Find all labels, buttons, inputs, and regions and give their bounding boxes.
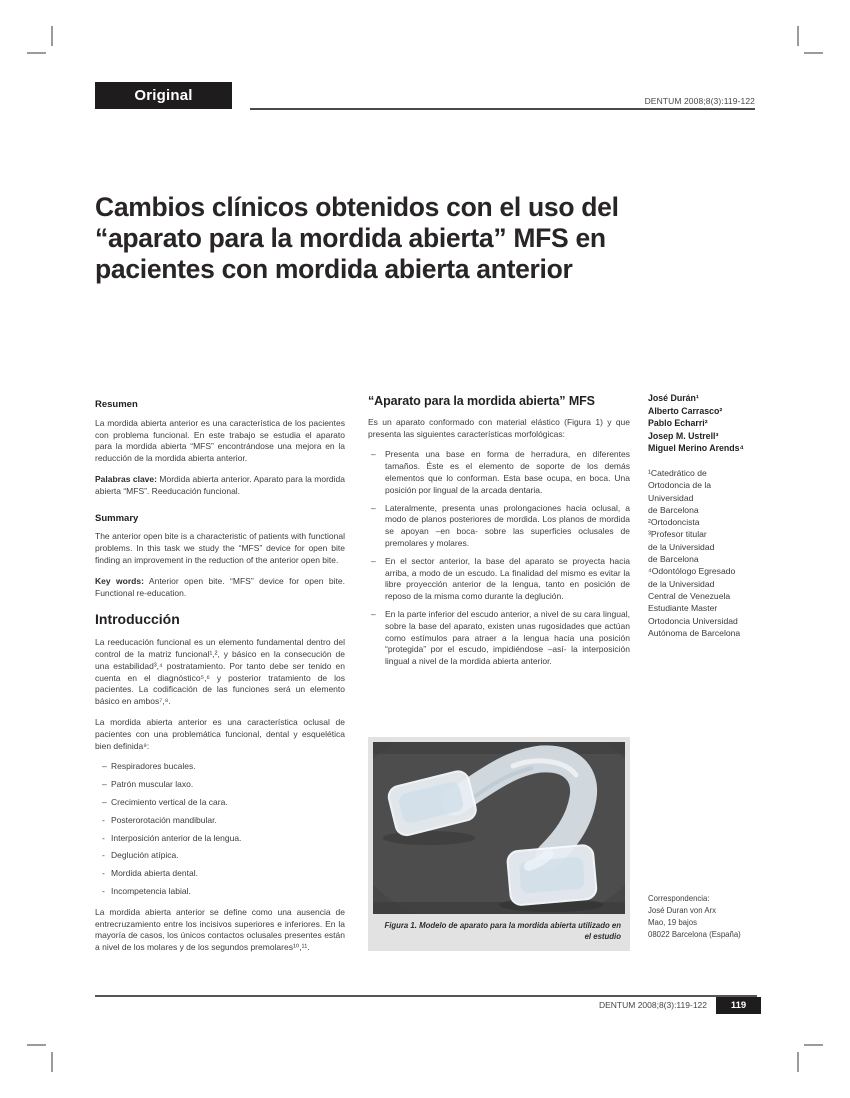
affiliation-line: de la Universidad	[648, 541, 715, 552]
author-name: Miguel Merino Arends⁴	[648, 443, 744, 454]
summary-heading: Summary	[95, 512, 139, 524]
resumen-keywords	[95, 474, 345, 498]
list-item-text: Deglución atípica.	[111, 850, 179, 861]
mfs-section-heading: “Aparato para la mordida abierta” MFS	[368, 394, 595, 408]
list-item	[95, 850, 345, 862]
footer-divider	[95, 995, 757, 997]
author-name: Josep M. Ustrell³	[648, 430, 719, 441]
journal-reference-header: DENTUM 2008;8(3):119-122	[644, 96, 755, 106]
list-item	[95, 797, 345, 809]
list-item	[95, 868, 345, 880]
list-item	[95, 833, 345, 845]
figure-caption: Figura 1. Modelo de aparato para la mordida abierta utilizado en el estudio	[384, 921, 621, 941]
resumen-body: La mordida abierta anterior es una característica de los pacientes con problema funcional. En este trabajo se estudia el aparato para la mordida abierta “MFS” encontrándose una mejora en la reducción de la mordida abierta anterior.	[95, 417, 345, 464]
list-marker: -	[102, 885, 105, 896]
crop-mark	[804, 52, 823, 54]
keywords-text: Mordida abierta anterior. Aparato para la mordida abierta “MFS”. Reeducación funcional.	[95, 473, 345, 496]
article-title-line: “aparato para la mordida abierta” MFS en	[95, 223, 606, 253]
correspondence-line: Correspondencia:	[648, 894, 710, 903]
middle-column	[368, 396, 630, 677]
list-marker: –	[102, 779, 107, 790]
page-number-box	[716, 997, 761, 1014]
introduction-paragraph: La mordida abierta anterior es una característica oclusal de pacientes con una problemática funcional, dental y esquelética bien definida⁹:	[95, 716, 345, 751]
author-name: Alberto Carrasco²	[648, 405, 723, 416]
appliance-photo	[373, 742, 625, 914]
mfs-intro: Es un aparato conformado con material elástico (Figura 1) y que presenta las siguientes características morfológicas:	[368, 416, 630, 439]
crop-mark	[27, 1044, 46, 1046]
list-marker: –	[371, 555, 376, 566]
list-item-text: Presenta una base en forma de herradura, en diferentes tamaños. Éste es el elemento de soporte de los demás elementos que lo conforman. Esta base ocupa, en boca. Una posición por lingual de la arcada dentaria.	[385, 449, 630, 495]
crop-mark	[804, 1044, 823, 1046]
list-item-text: Respiradores bucales.	[111, 761, 196, 772]
correspondence-line: 08022 Barcelona (España)	[648, 930, 741, 939]
list-item	[95, 815, 345, 827]
crop-mark	[51, 1052, 53, 1072]
correspondence-block	[648, 893, 768, 941]
article-title-line: pacientes con mordida abierta anterior	[95, 254, 573, 284]
list-marker: -	[102, 832, 105, 843]
affiliation-line: de Barcelona	[648, 554, 699, 565]
list-item-text: Interposición anterior de la lengua.	[111, 832, 242, 843]
list-item	[368, 503, 630, 550]
list-item	[368, 449, 630, 496]
section-label: Original	[134, 87, 193, 104]
list-item-text: Mordida abierta dental.	[111, 868, 198, 879]
resumen-heading: Resumen	[95, 399, 138, 410]
list-marker: –	[371, 449, 376, 460]
list-marker: –	[102, 761, 107, 772]
list-marker: –	[371, 502, 376, 513]
crop-mark	[27, 52, 46, 54]
list-item-text: En el sector anterior, la base del aparato se proyecta hacia arriba, a modo de un escudo. La finalidad del mismo es evitar la libre proyección anterior de la lengua, tanto en posición de reposo de la misma como durante la deglución.	[385, 555, 630, 602]
summary-body: The anterior open bite is a characteristic of patients with functional problems. In this task we study the “MFS” device for open bite finding an improvement in the reduction of the anterior open bite.	[95, 531, 345, 565]
affiliation-list	[648, 467, 760, 639]
list-item-text: En la parte inferior del escudo anterior, a nivel de su cara lingual, sobre la base del aparato, existen unas rugosidades que actúan como estímulos para atraer a la lengua hacia una posición “protegida” por el escudo, impidiéndose –así- la interposición lingual a nivel de la mordida abierta anterior.	[385, 608, 630, 667]
affiliation-line: ⁴Odontólogo Egresado	[648, 566, 736, 577]
article-title-line: Cambios clínicos obtenidos con el uso del	[95, 192, 619, 222]
crop-mark	[797, 1052, 799, 1072]
author-name: Pablo Echarri²	[648, 418, 708, 429]
affiliation-line: Ortodoncia de la	[648, 480, 712, 491]
affiliation-line: Estudiante Master	[648, 603, 718, 614]
keywords-label: Palabras clave:	[95, 473, 157, 484]
introduction-paragraph: La mordida abierta anterior se define como una ausencia de entrecruzamiento entre los incisivos superiores e inferiores. En la mayoría de casos, los únicos contactos oclusales presentes están a nivel de los molares y de los segundos premolares¹⁰,¹¹.	[95, 906, 345, 953]
keywords-text: Anterior open bite. “MFS” device for open bite. Functional re-education.	[95, 575, 345, 598]
list-item	[95, 779, 345, 791]
list-item-text: Posterorotación mandibular.	[111, 814, 217, 825]
author-name: José Durán¹	[648, 393, 699, 403]
correspondence-line: Mao, 19 bajos	[648, 918, 697, 927]
article-title	[95, 192, 735, 285]
list-marker: -	[102, 850, 105, 861]
figure-1	[368, 737, 630, 951]
correspondence-line: José Duran von Arx	[648, 906, 717, 915]
page-number: 119	[730, 1000, 747, 1011]
introduction-heading: Introducción	[95, 611, 180, 628]
header-divider	[250, 108, 755, 110]
introduction-paragraph: La reeducación funcional es un elemento fundamental dentro del control de la matriz funcional¹,², y básico en la consecución de una estabilidad³,⁴ postratamiento. Por tanto debe ser tenido en cuenta en el diagnóstico⁵,⁶ y posterior tratamiento de los pacientes. La codificación de las funciones será un elemento básico en ambos⁷,⁸.	[95, 637, 345, 707]
affiliation-line: ³Profesor titular	[648, 529, 707, 540]
list-marker: –	[102, 796, 107, 807]
keywords-label: Key words:	[95, 575, 144, 586]
author-list	[648, 392, 760, 455]
affiliation-line: Universidad	[648, 492, 694, 503]
crop-mark	[51, 26, 53, 46]
list-item-text: Patrón muscular laxo.	[111, 779, 194, 790]
affiliation-line: ¹Catedrático de	[648, 467, 707, 478]
list-item-text: Incompetencia labial.	[111, 885, 191, 896]
list-item	[95, 761, 345, 773]
affiliation-line: Autónoma de Barcelona	[648, 627, 741, 638]
characteristics-list	[95, 761, 345, 897]
list-marker: -	[102, 814, 105, 825]
crop-mark	[797, 26, 799, 46]
section-label-box	[95, 82, 232, 109]
mfs-characteristics-list	[368, 449, 630, 668]
list-item-text: Crecimiento vertical de la cara.	[111, 796, 228, 807]
journal-reference-footer: DENTUM 2008;8(3):119-122	[598, 1000, 707, 1010]
author-column	[648, 392, 760, 639]
affiliation-line: de Barcelona	[648, 504, 699, 515]
affiliation-line: ²Ortodoncista	[648, 517, 700, 528]
summary-keywords	[95, 576, 345, 600]
left-column	[95, 399, 345, 963]
list-item	[368, 556, 630, 603]
affiliation-line: Central de Venezuela	[648, 590, 731, 601]
list-item	[368, 609, 630, 668]
list-item	[95, 886, 345, 898]
list-marker: -	[102, 868, 105, 879]
list-marker: –	[371, 608, 376, 619]
list-item-text: Lateralmente, presenta unas prolongaciones hacia oclusal, a modo de planos posteriores de mordida. Los planos de mordida se apoyan –en boca- sobre las superficies oclusales de premolares y molares.	[385, 502, 630, 548]
affiliation-line: Ortodoncia Universidad	[648, 615, 738, 626]
affiliation-line: de la Universidad	[648, 578, 715, 589]
